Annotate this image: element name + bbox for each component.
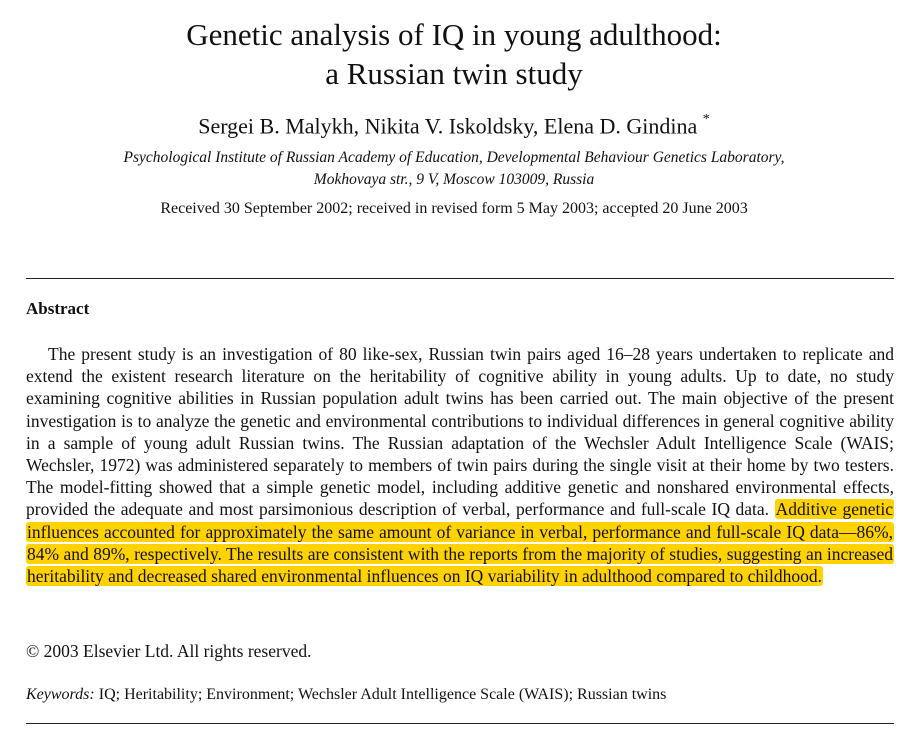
bottom-divider [26, 723, 894, 724]
paper-title-line-1: Genetic analysis of IQ in young adulthood: [186, 17, 722, 52]
corresponding-author-marker: * [702, 112, 710, 127]
keywords [26, 684, 666, 706]
paper-title-line-2: a Russian twin study [325, 56, 583, 91]
received-dates: Received 30 September 2002; received in revised form 5 May 2003; accepted 20 June 2003 [160, 200, 748, 217]
abstract-text-plain: The present study is an investigation of 80 like-sex, Russian twin pairs aged 16–28 years undertaken to replicate and extend the existent research literature on the heritability of cognitive ability in young adults. Up to date, no study examining cognitive abilities in Russian population adult twins has been carried out. The main objective of the present investigation is to analyze the genetic and environmental contributions to individual differences in general cognitive ability in a sample of young adult Russian twins. The Russian adaptation of the Wechsler Adult Intelligence Scale (WAIS; Wechsler, 1972) was administered separately to members of twin pairs during the single visit at their home by two testers. The model-fitting showed that a simple genetic model, including additive genetic and nonshared environmental effects, provided the adequate and most parsimonious description of verbal, performance and full-scale IQ data. [26, 344, 894, 520]
abstract-text-highlighted: Additive genetic influences accounted for approximately the same amount of variance in verbal, performance and full-scale IQ data—86%, 84% and 89%, respectively. The results are consistent with the reports from the majority of studies, suggesting an increased heritability and decreased shared environmental influences on IQ variability in adulthood compared to childhood. [27, 499, 893, 587]
abstract-body [26, 343, 894, 587]
affiliation-line-1: Psychological Institute of Russian Academy of Education, Developmental Behaviour Genetics Laboratory, [123, 149, 785, 166]
copyright-notice: © 2003 Elsevier Ltd. All rights reserved. [26, 641, 312, 661]
author-names: Sergei B. Malykh, Nikita V. Iskoldsky, Elena D. Gindina [198, 113, 698, 139]
author-list [0, 108, 908, 140]
keywords-list: IQ; Heritability; Environment; Wechsler Adult Intelligence Scale (WAIS); Russian twins [98, 686, 667, 703]
abstract-heading: Abstract [26, 299, 90, 318]
keywords-label: Keywords: [26, 686, 95, 703]
top-divider [26, 278, 894, 279]
affiliation-line-2: Mokhovaya str., 9 V, Moscow 103009, Russia [313, 171, 595, 188]
